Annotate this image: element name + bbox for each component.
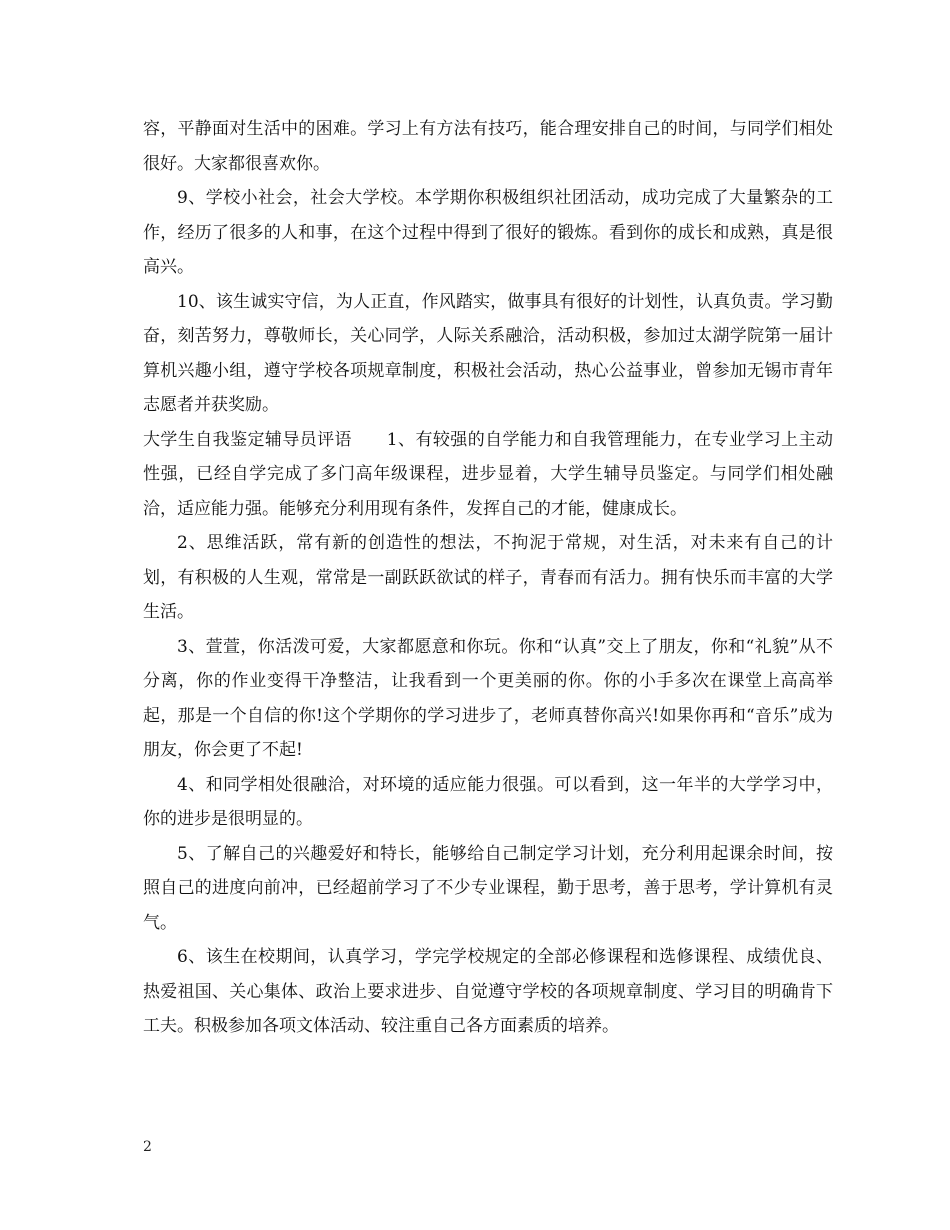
- paragraph-item-5: 5、了解自己的兴趣爱好和特长，能够给自己制定学习计划，充分利用起课余时间，按照自己的进度向前冲，已经超前学习了不少专业课程，勤于思考，善于思考，学计算机有灵气。: [143, 843, 833, 933]
- paragraph-continuation: 容，平静面对生活中的困难。学习上有方法有技巧，能合理安排自己的时间，与同学们相处很好。大家都很喜欢你。: [143, 119, 833, 174]
- paragraph-item-6: 6、该生在校期间，认真学习，学完学校规定的全部必修课程和选修课程、成绩优良、热爱祖国、关心集体、政治上要求进步、自觉遵守学校的各项规章制度、学习目的明确肯下工夫。积极参加各项文体活动、较注重自己各方面素质的培养。: [143, 947, 833, 1036]
- paragraph-item-3: 3、萱萱，你活泼可爱，大家都愿意和你玩。你和“认真”交上了朋友，你和“礼貌”从不分离，你的作业变得干净整洁，让我看到一个更美丽的你。你的小手多次在课堂上高高举起，那是一个自信的你!这个学期你的学习进步了，老师真替你高兴!如果你再和“音乐”成为朋友，你会更了不起!: [143, 636, 833, 760]
- paragraph-item-2: 2、思维活跃，常有新的创造性的想法，不拘泥于常规，对生活，对未来有自己的计划，有积极的人生观，常常是一副跃跃欲试的样子，青春而有活力。拥有快乐而丰富的大学生活。: [143, 533, 833, 622]
- paragraph-item-9: 9、学校小社会，社会大学校。本学期你积极组织社团活动，成功完成了大量繁杂的工作，经历了很多的人和事，在这个过程中得到了很好的锻炼。看到你的成长和成熟，真是很高兴。: [143, 188, 833, 277]
- page-number: 2: [143, 1139, 152, 1155]
- paragraph-item-10: 10、该生诚实守信，为人正直，作风踏实，做事具有很好的计划性，认真负责。学习勤奋，刻苦努力，尊敬师长，关心同学，人际关系融洽，活动积极，参加过太湖学院第一届计算机兴趣小组，遵守学校各项规章制度，积极社会活动，热心公益事业，曾参加无锡市青年志愿者并获奖励。: [143, 291, 833, 415]
- document-body: [143, 112, 833, 1044]
- paragraph-item-4: 4、和同学相处很融洽，对环境的适应能力很强。可以看到，这一年半的大学学习中，你的进步是很明显的。: [143, 774, 833, 829]
- paragraph-section-heading-item-1: 大学生自我鉴定辅导员评语 1、有较强的自学能力和自我管理能力，在专业学习上主动性强，已经自学完成了多门高年级课程，进步显着，大学生辅导员鉴定。与同学们相处融洽，适应能力强。能够充分利用现有条件，发挥自己的才能，健康成长。: [143, 429, 833, 519]
